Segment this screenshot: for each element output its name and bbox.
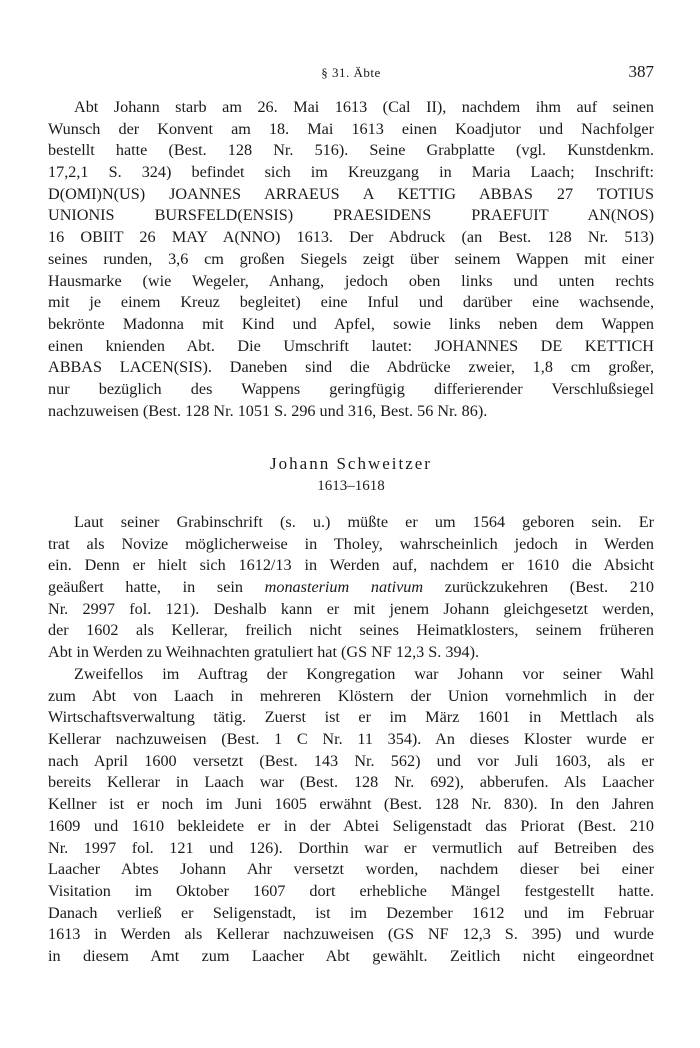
text-line: nur bezüglich des Wappens geringfügig differierender Verschlußsiegel [48,379,654,398]
italic-term: monasterium nativum [264,578,424,597]
running-header [48,62,654,84]
text-line: einen knienden Abt. Die Umschrift lautet: JOHANNES DE KETTICH [48,336,654,355]
text-line: Laacher Abtes Johann Ahr versetzt worden, nachdem dieser bei einer [48,860,654,879]
text-line-with-italic [48,577,654,599]
text-line: bekrönte Madonna mit Kind und Apfel, sowie links neben dem Wappen [48,314,654,333]
paragraph-birth-novice [48,512,654,664]
text-line: Wunsch der Konvent am 18. Mai 1613 einen Koadjutor und Nachfolger [48,119,654,138]
paragraph-abt-johann-death [48,97,654,422]
text-line: bestellt hatte (Best. 128 Nr. 516). Seine Grabplatte (vgl. Kunstdenkm. [48,141,654,160]
text-line: Zweifellos im Auftrag der Kongregation war Johann vor seiner Wahl [74,665,654,683]
text-segment: zurückzukehren (Best. 210 [423,578,654,597]
text-line: Kellerar nachzuweisen (Best. 1 C Nr. 11 354). An dieses Kloster wurde er [48,730,654,749]
text-line: 17,2,1 S. 324) befindet sich im Kreuzgang in Maria Laach; Inschrift: [48,163,654,182]
heading-name: Johann Schweitzer [270,454,432,473]
text-line: Kellner ist er noch im Juni 1605 erwähnt (Best. 128 Nr. 830). In den Jahren [48,795,654,814]
text-line: Visitation im Oktober 1607 dort erhebliche Mängel festgestellt hatte. [48,881,654,900]
text-line: Abt in Werden zu Weihnachten gratuliert hat (GS NF 12,3 S. 394). [48,643,480,662]
text-line: nachzuweisen (Best. 128 Nr. 1051 S. 296 und 316, Best. 56 Nr. 86). [48,401,488,420]
heading-dates: 1613–1618 [317,478,385,494]
text-line: mit je einem Kreuz begleitet) eine Inful und darüber eine wachsende, [48,293,654,312]
text-line: bereits Kellerar in Laach war (Best. 128 Nr. 692), abberufen. Als Laacher [48,773,654,792]
section-heading [48,453,654,497]
paragraph-career [48,664,654,968]
text-line: ein. Denn er hielt sich 1612/13 in Werden auf, nachdem er 1610 die Absicht [48,556,654,575]
text-line: Wirtschaftsverwaltung tätig. Zuerst ist er im März 1601 in Mettlach als [48,708,654,727]
text-line: 1609 und 1610 bekleidete er in der Abtei Seligenstadt das Priorat (Best. 210 [48,816,654,835]
text-line: Hausmarke (wie Wegeler, Anhang, jedoch oben links und unten rechts [48,271,654,290]
text-line: D(OMI)N(US) JOANNES ARRAEUS A KETTIG ABBAS 27 TOTIUS [48,184,654,203]
text-line: nach April 1600 versetzt (Best. 143 Nr. 562) und vor Juli 1603, als er [48,751,654,770]
text-line: zum Abt von Laach in mehreren Klöstern der Union vornehmlich in der [48,686,654,705]
text-line: ABBAS LACEN(SIS). Daneben sind die Abdrücke zweier, 1,8 cm großer, [48,358,654,377]
text-segment: geäußert hatte, in sein [48,578,265,597]
text-line: Nr. 2997 fol. 121). Deshalb kann er mit jenem Johann gleichgesetzt werden, [48,599,654,618]
text-line: Nr. 1997 fol. 121 und 126). Dorthin war er vermutlich auf Betreiben des [48,838,654,857]
section-title: § 31. Äbte [321,65,381,80]
text-line: in diesem Amt zum Laacher Abt gewählt. Zeitlich nicht eingeordnet [48,946,654,965]
text-line: seines runden, 3,6 cm großen Siegels zeigt über seinem Wappen mit einer [48,249,654,268]
text-line: der 1602 als Kellerar, freilich nicht seines Heimatklosters, seinem früheren [48,621,654,640]
text-line: 1613 in Werden als Kellerar nachzuweisen (GS NF 12,3 S. 395) und wurde [48,925,654,944]
text-line: Danach verließ er Seligenstadt, ist im Dezember 1612 und im Februar [48,903,654,922]
page-number: 387 [628,62,654,81]
text-line: Laut seiner Grabinschrift (s. u.) müßte er um 1564 geboren sein. Er [74,513,654,531]
text-line: Abt Johann starb am 26. Mai 1613 (Cal II), nachdem ihm auf seinen [74,98,654,116]
text-line: trat als Novize möglicherweise in Tholey, wahrscheinlich jedoch in Werden [48,534,654,553]
text-line: UNIONIS BURSFELD(ENSIS) PRAESIDENS PRAEFUIT AN(NOS) [48,206,654,225]
text-line: 16 OBIIT 26 MAY A(NNO) 1613. Der Abdruck (an Best. 128 Nr. 513) [48,228,654,247]
